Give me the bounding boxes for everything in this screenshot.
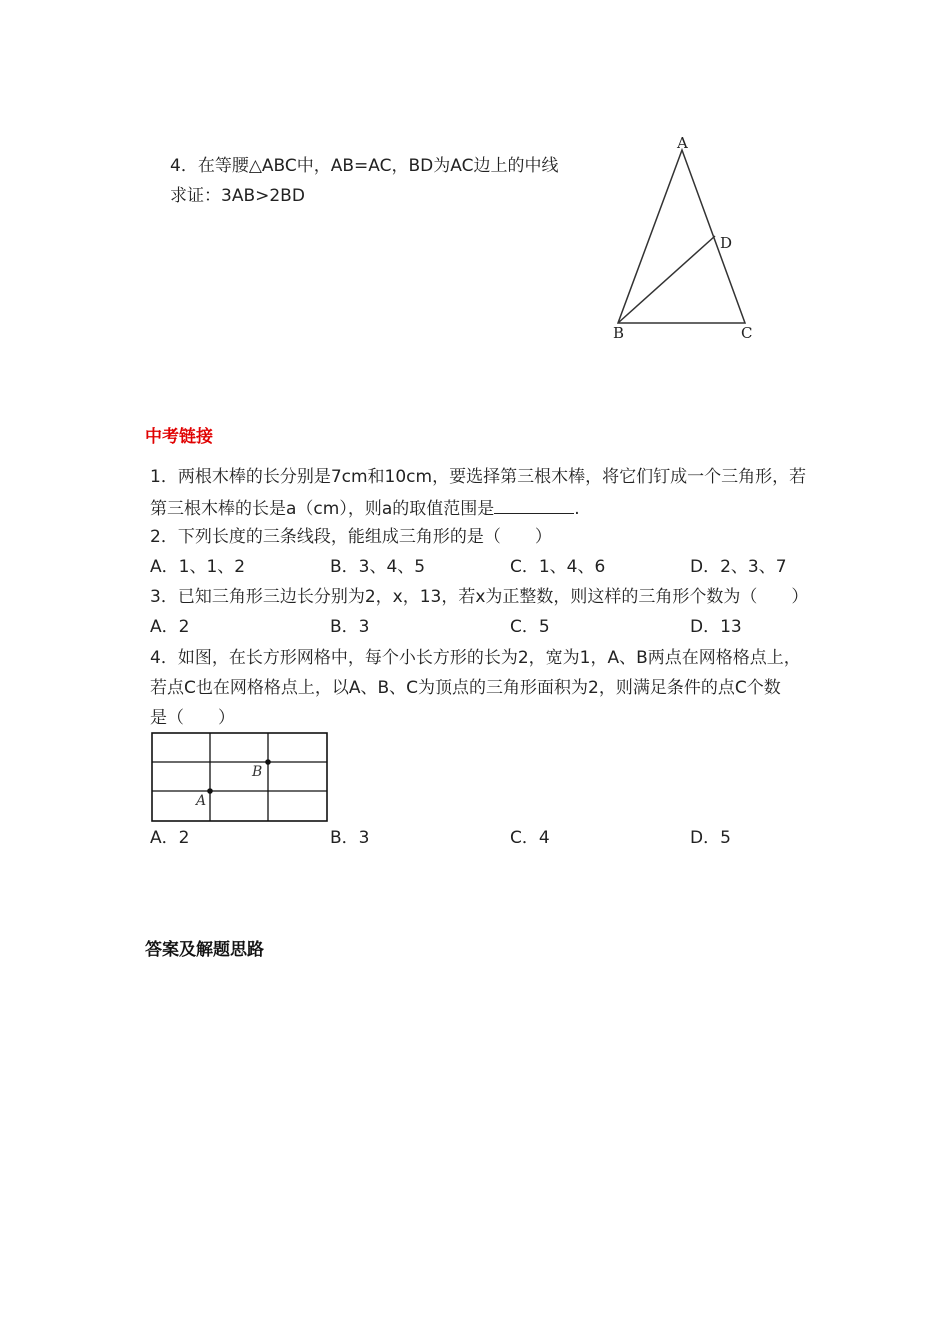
grid-border	[152, 733, 327, 821]
label-d: D	[720, 234, 733, 252]
isosceles-triangle-figure	[600, 130, 770, 345]
rectangle-grid-figure	[150, 732, 330, 824]
q2-option-d: D．2、3、7	[690, 557, 787, 577]
label-c: C	[741, 324, 753, 342]
answer-title: 答案及解题思路	[145, 940, 264, 960]
point-a	[207, 788, 213, 794]
q3-option-d: D．13	[690, 617, 742, 637]
q1-line1: 1．两根木棒的长分别是7cm和10cm，要选择第三根木棒，将它们钉成一个三角形，若	[150, 467, 807, 487]
prev-problem-line2: 求证：3AB>2BD	[170, 186, 305, 206]
q4-option-c: C．4	[510, 828, 550, 848]
median-bd	[618, 236, 715, 323]
q3-option-a: A．2	[150, 617, 190, 637]
label-a: A	[677, 134, 688, 152]
q4-option-b: B．3	[330, 828, 370, 848]
q2-option-b: B．3、4、5	[330, 557, 426, 577]
section-title: 中考链接	[145, 427, 213, 447]
prev-problem-line1: 4．在等腰△ABC中，AB=AC，BD为AC边上的中线	[170, 156, 559, 176]
label-b: B	[613, 324, 625, 342]
q1-line2	[150, 497, 580, 519]
q2-option-a: A．1、1、2	[150, 557, 246, 577]
q4-option-d: D．5	[690, 828, 731, 848]
q1-line2-text: 第三根木棒的长是a（cm），则a的取值范围是	[150, 499, 495, 519]
grid-label-a: A	[196, 793, 207, 809]
q4-line3: 是（ ）	[150, 708, 235, 728]
point-b	[265, 759, 271, 765]
grid-label-b: B	[252, 764, 263, 780]
q2-stem: 2．下列长度的三条线段，能组成三角形的是（ ）	[150, 527, 552, 547]
q3-option-c: C．5	[510, 617, 550, 637]
q1-line2-end: .	[574, 499, 580, 519]
q4-option-a: A．2	[150, 828, 190, 848]
q3-stem: 3．已知三角形三边长分别为2，x，13，若x为正整数，则这样的三角形个数为（ ）	[150, 587, 809, 607]
q4-line1: 4．如图，在长方形网格中，每个小长方形的长为2，宽为1，A、B两点在网格格点上，	[150, 648, 801, 668]
q4-line2: 若点C也在网格格点上，以A、B、C为顶点的三角形面积为2，则满足条件的点C个数	[150, 678, 781, 698]
q3-option-b: B．3	[330, 617, 370, 637]
q2-option-c: C．1、4、6	[510, 557, 606, 577]
q1-answer-blank	[494, 497, 574, 514]
